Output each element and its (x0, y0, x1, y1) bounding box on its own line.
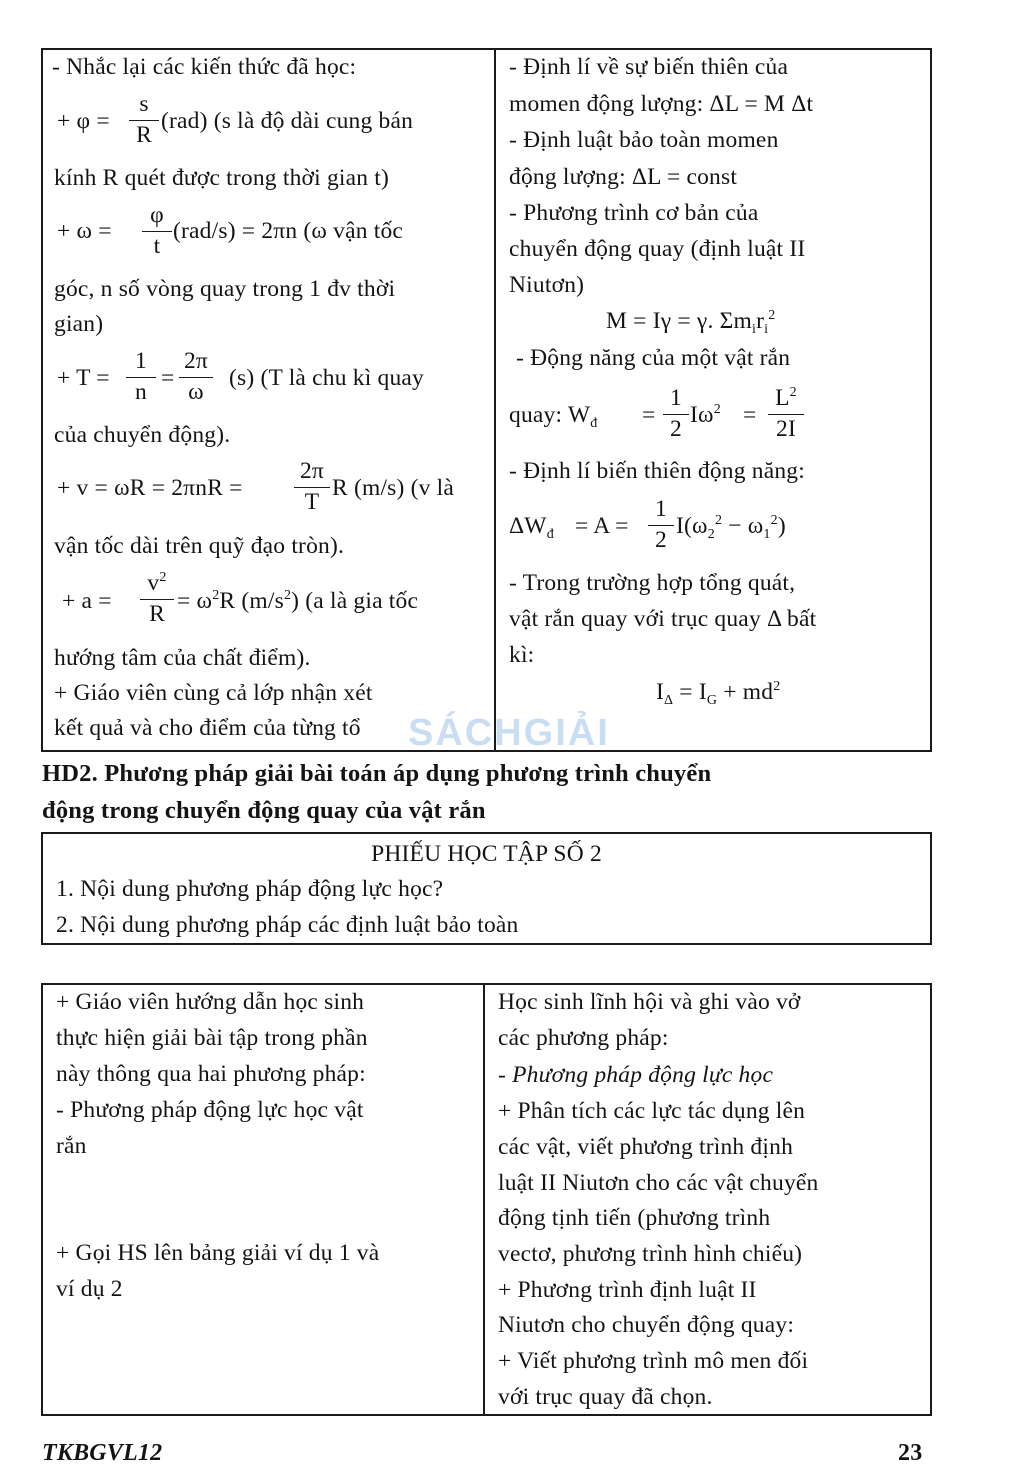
text-line: + Giáo viên cùng cả lớp nhận xét (54, 680, 373, 706)
omega-fraction (142, 204, 172, 259)
velocity-formula-head: + v = ωR = 2πnR = (57, 475, 243, 501)
page-number: 23 (898, 1440, 923, 1466)
superscript: 2 (789, 385, 797, 400)
kinetic-energy-denominator-2: 2I (776, 416, 796, 442)
text-line: của chuyển động). (54, 422, 231, 448)
work-energy-label: ΔW (509, 513, 547, 539)
omega-formula-tail: (rad/s) = 2πn (ω vận tốc (173, 218, 404, 244)
text-line: động lượng: ΔL = const (509, 164, 738, 190)
text-line: vật rắn quay với trục quay Δ bất (509, 606, 817, 632)
text-line: momen động lượng: ΔL = M Δt (509, 91, 814, 117)
acceleration-numerator-base: v (147, 570, 160, 596)
kinetic-energy-head (509, 402, 598, 431)
fraction-bar (129, 120, 159, 121)
text-line: - Phương pháp động lực học vật (56, 1097, 364, 1123)
period-denominator-2: ω (188, 379, 204, 405)
acceleration-tail: ) (a là gia tốc (291, 588, 419, 614)
text-line: + Phương trình định luật II (498, 1277, 757, 1303)
text-line: hướng tâm của chất điểm). (54, 645, 311, 671)
hd2-heading-line-1: HD2. Phương pháp giải bài toán áp dụng phương trình chuyển (42, 760, 712, 787)
text-line: kính R quét được trong thời gian t) (54, 165, 390, 191)
work-energy-numerator: 1 (655, 496, 667, 522)
work-energy-tail-b: − ω (722, 513, 764, 539)
kinetic-energy-fraction-2 (768, 387, 804, 442)
work-energy-tail-c: ) (777, 513, 786, 539)
text-line: này thông qua hai phương pháp: (56, 1061, 366, 1087)
period-fraction-1 (126, 350, 156, 405)
superscript: 2 (768, 308, 776, 323)
velocity-numerator: 2π (299, 458, 324, 484)
omega-denominator: t (153, 233, 161, 259)
acceleration-formula-head: + a = (62, 588, 112, 614)
fraction-bar (768, 414, 804, 415)
phi-fraction (129, 93, 159, 148)
watermark-logo: SÁCHGIẢI (408, 712, 610, 754)
period-equals: = (161, 365, 175, 391)
omega-formula-head: + ω = (57, 218, 112, 244)
phi-formula-head: + φ = (57, 108, 110, 134)
text-line: ví dụ 2 (56, 1276, 123, 1302)
period-fraction-2 (179, 350, 213, 405)
omega-numerator: φ (150, 202, 164, 228)
kinetic-energy-denominator-1: 2 (670, 416, 682, 442)
phi-formula-tail: (rad) (s là độ dài cung bán (161, 108, 414, 134)
kinetic-energy-L: L (775, 385, 790, 411)
phi-numerator: s (139, 91, 149, 117)
text-line: vận tốc dài trên quỹ đạo tròn). (54, 533, 345, 559)
text-line: gian) (54, 311, 104, 337)
superscript: 2 (713, 402, 721, 417)
fraction-bar (179, 377, 213, 378)
text-line: - Định lí biến thiên động năng: (509, 458, 805, 484)
text-line: động tịnh tiến (phương trình (498, 1205, 771, 1231)
kinetic-energy-equals: = (642, 402, 656, 428)
text-line: kì: (509, 642, 535, 668)
parallel-axis-b: = I (673, 679, 707, 705)
moment-equation (606, 308, 776, 337)
text-line: Niutơn cho chuyển động quay: (498, 1312, 795, 1338)
acceleration-numerator (140, 572, 174, 598)
text-line: + Gọi HS lên bảng giải ví dụ 1 và (56, 1240, 380, 1266)
parallel-axis-equation (656, 679, 781, 708)
text-line: Học sinh lĩnh hội và ghi vào vở (498, 989, 801, 1015)
acceleration-fraction (140, 572, 174, 627)
acceleration-mid-1: = ω (177, 588, 213, 614)
superscript: 2 (283, 588, 292, 603)
fraction-bar (140, 599, 174, 600)
fraction-bar (648, 525, 674, 526)
subscript: 1 (763, 527, 771, 542)
worksheet-title: PHIẾU HỌC TẬP SỐ 2 (371, 841, 602, 867)
subscript: đ (590, 416, 598, 431)
subscript: i (764, 322, 769, 337)
acceleration-denominator: R (149, 601, 165, 627)
subscript: Δ (664, 693, 674, 708)
text-line: luật II Niutơn cho các vật chuyển (498, 1170, 819, 1196)
work-energy-fraction (648, 498, 674, 553)
period-numerator-2: 2π (183, 348, 208, 374)
kinetic-energy-numerator-2 (768, 387, 804, 413)
fraction-bar (294, 487, 330, 488)
text-line: - Động năng của một vật rắn (516, 345, 791, 371)
text-line: + Giáo viên hướng dẫn học sinh (56, 989, 365, 1015)
fraction-bar (126, 377, 156, 378)
text-line: góc, n số vòng quay trong 1 đv thời (54, 276, 396, 302)
footer-book-code: TKBGVL12 (42, 1440, 163, 1466)
text-line: Niutơn) (509, 272, 585, 298)
subscript: đ (546, 527, 554, 542)
fraction-bar (663, 414, 689, 415)
period-formula-tail: (s) (T là chu kì quay (229, 365, 424, 391)
superscript: 2 (714, 513, 723, 528)
kinetic-energy-mid (690, 404, 721, 428)
acceleration-mid-2: R (m/s (219, 588, 284, 614)
kinetic-energy-label: quay: W (509, 402, 591, 428)
work-energy-head (509, 513, 554, 542)
parallel-axis-a: I (656, 679, 665, 705)
velocity-fraction (294, 460, 330, 515)
moment-equation-main: M = Iγ = γ. Σm (606, 308, 753, 334)
text-line: + Viết phương trình mô men đối (498, 1348, 809, 1374)
text-line: rắn (56, 1133, 87, 1159)
superscript: 2 (212, 588, 220, 603)
phi-denominator: R (136, 122, 152, 148)
kinetic-energy-numerator-1: 1 (670, 385, 682, 411)
kinetic-energy-fraction-1 (663, 387, 689, 442)
fraction-bar (142, 231, 172, 232)
hd2-heading-line-2: động trong chuyển động quay của vật rắn (42, 797, 486, 824)
text-line: chuyển động quay (định luật II (509, 236, 806, 262)
velocity-denominator: T (304, 489, 320, 515)
worksheet-item-1: 1. Nội dung phương pháp động lực học? (56, 876, 444, 902)
work-energy-tail-a: I(ω (676, 513, 708, 539)
worksheet-item-2: 2. Nội dung phương pháp các định luật bảo toàn (56, 912, 519, 938)
table-2-divider (483, 983, 485, 1416)
subscript: 2 (707, 527, 715, 542)
text-line: vectơ, phương trình hình chiếu) (498, 1241, 803, 1267)
superscript: 2 (773, 679, 781, 694)
subscript: G (706, 693, 718, 708)
acceleration-formula-tail (177, 590, 418, 614)
kinetic-energy-equals-2: = (743, 402, 757, 428)
text-line: các vật, viết phương trình định (498, 1134, 794, 1160)
superscript: 2 (159, 570, 167, 585)
text-line: - Trong trường hợp tổng quát, (509, 570, 796, 596)
method-subheading: - Phương pháp động lực học (498, 1062, 774, 1088)
superscript: 2 (770, 513, 778, 528)
period-formula-head: + T = (57, 365, 110, 391)
velocity-formula-tail: R (m/s) (v là (332, 475, 455, 501)
text-line: thực hiện giải bài tập trong phần (56, 1025, 368, 1051)
work-energy-denominator: 2 (655, 527, 667, 553)
kinetic-energy-i-omega: Iω (690, 402, 714, 428)
text-line: các phương pháp: (498, 1025, 669, 1051)
work-energy-equals: = A = (575, 513, 629, 539)
period-denominator-1: n (135, 379, 147, 405)
period-numerator-1: 1 (135, 348, 147, 374)
text-line: + Phân tích các lực tác dụng lên (498, 1098, 806, 1124)
parallel-axis-c: + md (717, 679, 774, 705)
text-line: kết quả và cho điểm của từng tổ (54, 715, 361, 741)
text-line: - Định luật bảo toàn momen (509, 127, 779, 153)
text-line: - Phương trình cơ bản của (509, 200, 759, 226)
text-line: - Định lí về sự biến thiên của (509, 54, 789, 80)
recall-intro: - Nhắc lại các kiến thức đã học: (52, 54, 357, 80)
table-1-divider (494, 48, 496, 752)
work-energy-tail (676, 513, 786, 542)
subscript: i (752, 322, 757, 337)
moment-equation-r: r (756, 308, 765, 334)
text-line: với trục quay đã chọn. (498, 1384, 713, 1410)
